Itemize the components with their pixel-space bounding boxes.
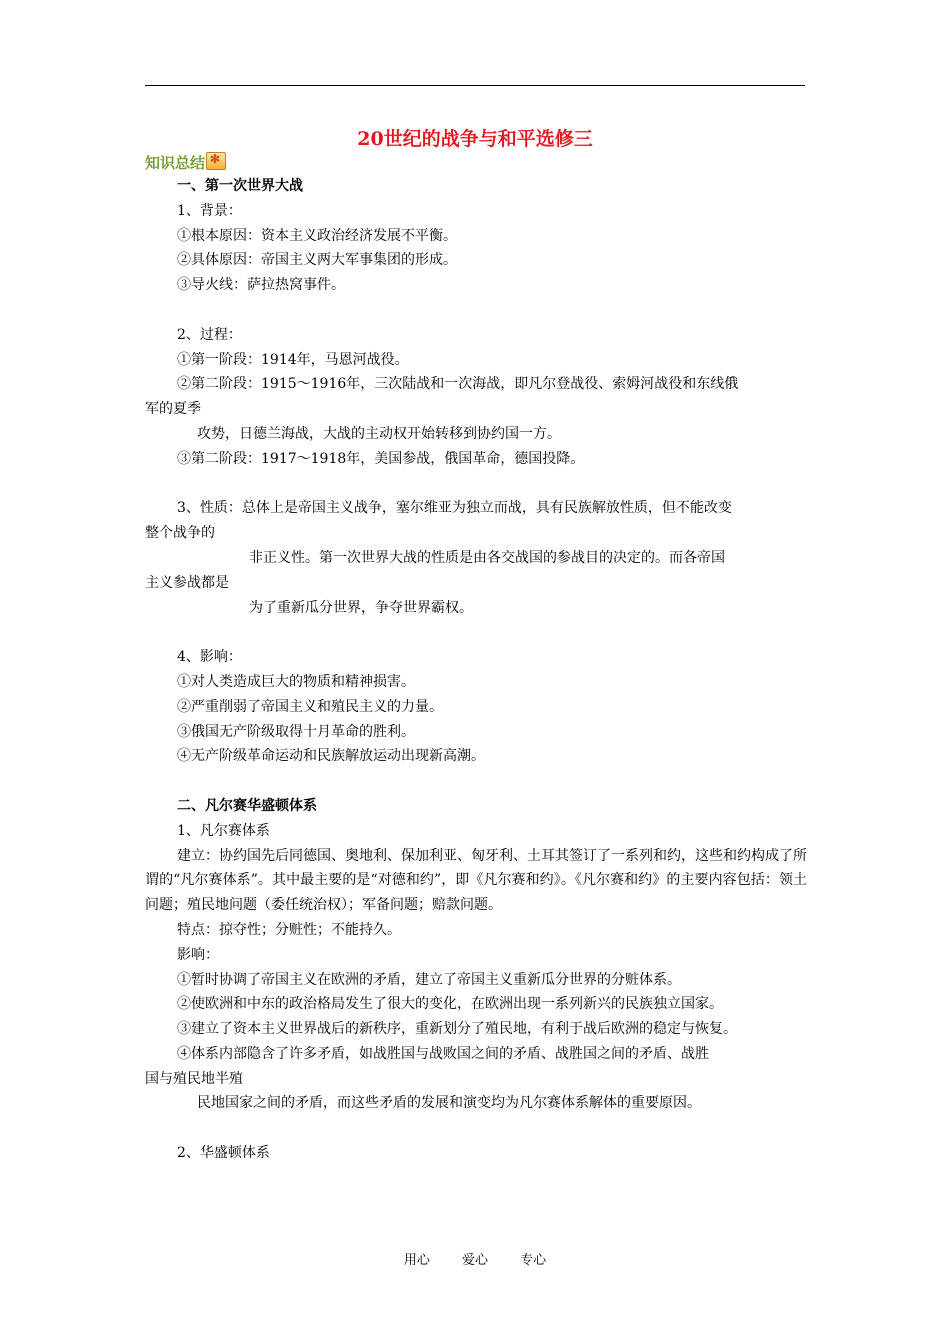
section-tag [145,152,226,173]
folder-star-icon [206,152,226,170]
washington-label: 2、华盛顿体系 [177,1145,270,1162]
impact-label: 4、影响： [177,649,242,666]
section-tag-label: 知识总结 [145,154,206,172]
background-item: ①根本原因：资本主义政治经济发展不平衡。 [177,227,457,244]
spacer [145,472,807,497]
page-footer: 用心 爱心 专心 [403,1253,547,1268]
background-item: ②具体原因：帝国主义两大军事集团的形成。 [177,252,457,269]
process-stage2-line2: 军的夏季 [145,401,201,418]
impact-item: ③俄国无产阶级取得十月革命的胜利。 [177,723,415,740]
part1-heading: 一、第一次世界大战 [177,178,303,194]
nature-line5: 为了重新瓜分世界，争夺世界霸权。 [249,599,473,616]
header-rule [145,85,805,86]
nature-line3: 非正义性。第一次世界大战的性质是由各交战国的参战目的决定的。而各帝国 [249,549,725,566]
spacer [145,620,807,645]
versailles-impact4-line2: 国与殖民地半殖 [145,1070,243,1087]
nature-line1: 3、性质：总体上是帝国主义战争，塞尔维亚为独立而战，具有民族解放性质，但不能改变 [177,500,732,517]
process-stage3: ③第二阶段：1917～1918年，美国参战，俄国革命，德国投降。 [177,450,585,467]
impact-item: ②严重削弱了帝国主义和殖民主义的力量。 [177,698,443,715]
background-label: 1、背景： [177,202,242,219]
impact-item: ④无产阶级革命运动和民族解放运动出现新高潮。 [177,748,485,765]
nature-line2: 整个战争的 [145,525,215,542]
spacer [145,298,807,323]
document-body [145,174,807,1166]
versailles-impact-label: 影响： [177,946,219,963]
versailles-impact3: ③建立了资本主义世界战后的新秩序，重新划分了殖民地，有利于战后欧洲的稳定与恢复。 [177,1021,737,1038]
versailles-impact4-line3: 民地国家之间的矛盾，而这些矛盾的发展和演变均为凡尔赛体系解体的重要原因。 [197,1095,701,1112]
versailles-establish: 建立：协约国先后同德国、奥地利、保加利亚、匈牙利、土耳其签订了一系列和约，这些和约构成了所谓的“凡尔赛体系”。其中最主要的是“对德和约”，即《凡尔赛和约》。《凡尔赛和约》的主要内容包括：领土问题；殖民地问题（委任统治权）；军备问题；赔款问题。 [145,847,807,914]
versailles-impact4-line1: ④体系内部隐含了许多矛盾，如战胜国与战败国之间的矛盾、战胜国之间的矛盾、战胜 [177,1045,709,1062]
process-stage2-line1: ②第二阶段：1915～1916年，三次陆战和一次海战，即凡尔登战役、索姆河战役和东线俄 [177,376,739,393]
spacer [145,769,807,794]
spacer [145,1116,807,1141]
versailles-impact1: ①暂时协调了帝国主义在欧洲的矛盾，建立了帝国主义重新瓜分世界的分赃体系。 [177,971,681,988]
process-stage1: ①第一阶段：1914年，马恩河战役。 [177,351,409,368]
versailles-features: 特点：掠夺性；分赃性；不能持久。 [177,921,401,938]
process-label: 2、过程： [177,326,242,343]
nature-line4: 主义参战都是 [145,574,229,591]
versailles-impact2: ②使欧洲和中东的政治格局发生了很大的变化，在欧洲出现一系列新兴的民族独立国家。 [177,996,723,1013]
impact-item: ①对人类造成巨大的物质和精神损害。 [177,673,415,690]
document-title: 20世纪的战争与和平选修三 [357,128,593,150]
part2-heading: 二、凡尔赛华盛顿体系 [177,797,317,814]
background-item: ③导火线：萨拉热窝事件。 [177,277,345,294]
versailles-label: 1、凡尔赛体系 [177,822,270,839]
process-stage2-line3: 攻势，日德兰海战，大战的主动权开始转移到协约国一方。 [197,425,561,442]
